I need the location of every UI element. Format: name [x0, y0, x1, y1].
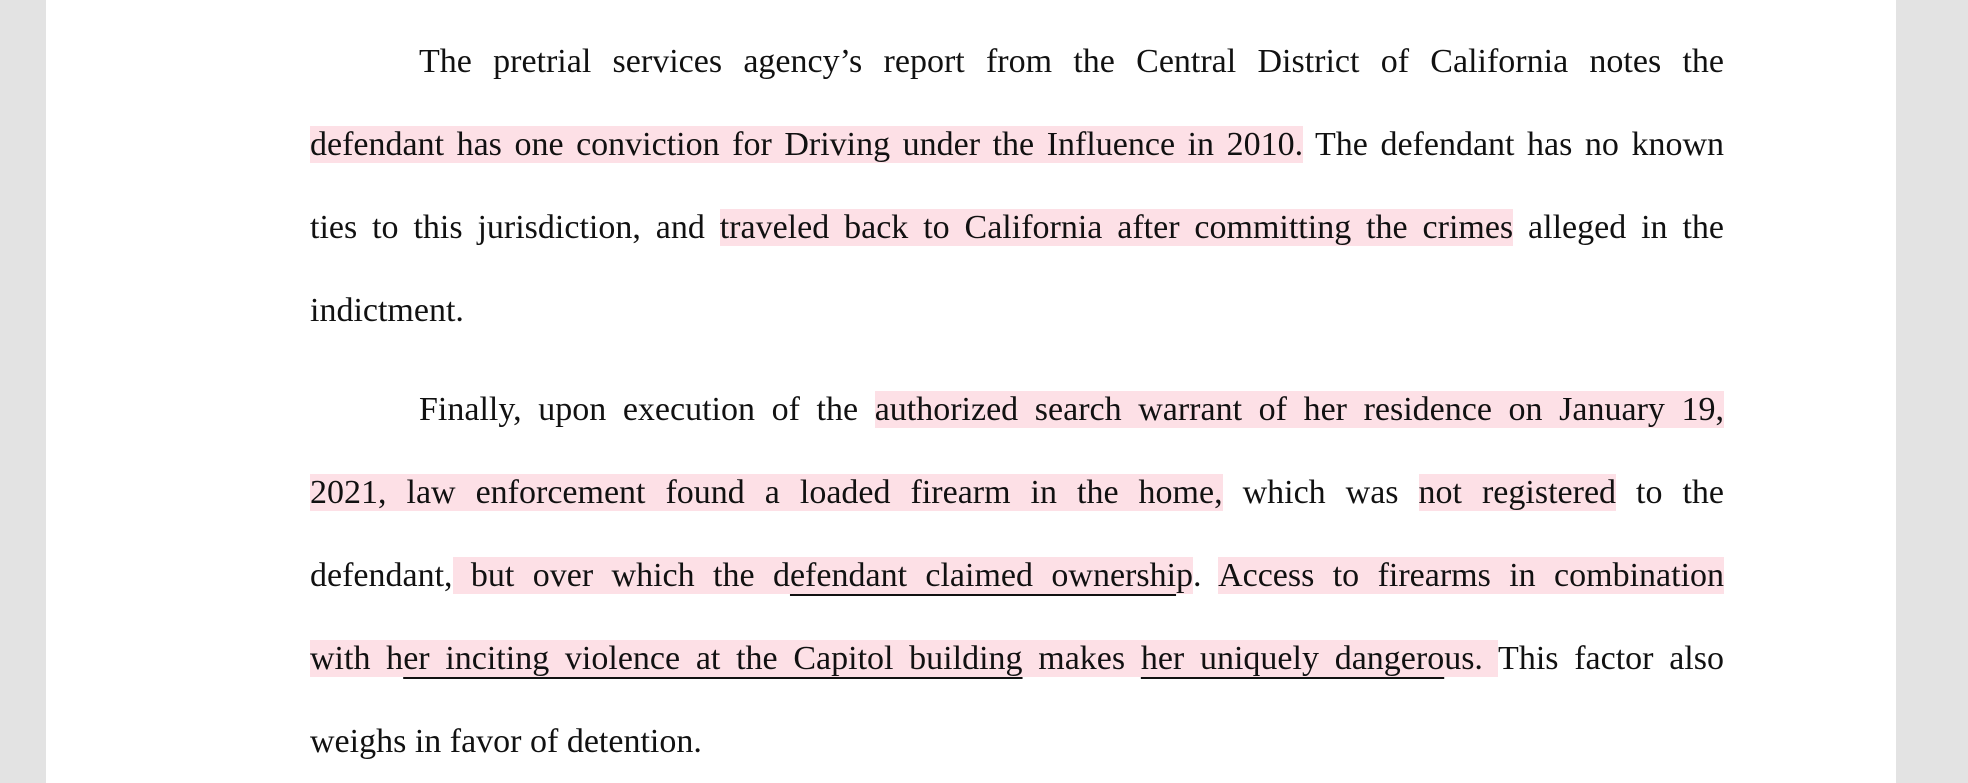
- highlighted-text: traveled back to California after committing the crimes: [719, 209, 1514, 246]
- highlighted-text: not registered: [1418, 474, 1617, 511]
- highlighted-text: 2021, law enforcement found a loaded firearm in the home,: [310, 474, 1223, 511]
- underlined-highlighted-text: efendant claimed ownershi: [789, 557, 1177, 594]
- text-segment: The pretrial services agency’s report from the Central District of California notes the: [419, 43, 1724, 80]
- highlighted-text: us.: [1444, 640, 1499, 677]
- text-segment: to the: [1616, 474, 1725, 511]
- text-segment: which was: [1222, 474, 1419, 511]
- text-segment: .: [1193, 557, 1219, 594]
- paragraph-1-line-1: [310, 33, 1724, 91]
- text-segment: This factor also: [1498, 640, 1724, 677]
- text-segment: indictment.: [310, 292, 464, 329]
- highlighted-text: with h: [310, 640, 404, 677]
- underlined-highlighted-text: her uniquely dangero: [1140, 640, 1445, 677]
- paragraph-1-line-2: [310, 116, 1724, 174]
- text-segment: Finally, upon execution of the: [419, 391, 875, 428]
- highlighted-text: Access to firearms in combination: [1218, 557, 1725, 594]
- highlighted-text: defendant has one conviction for Driving under the Influence in 2010.: [310, 126, 1304, 163]
- paragraph-2-line-5: [310, 713, 1724, 771]
- text-segment: weighs in favor of detention.: [310, 723, 702, 760]
- underlined-highlighted-text: er inciting violence at the Capitol building: [403, 640, 1023, 677]
- paragraph-2-line-1: [310, 381, 1724, 439]
- paragraph-1-line-4: [310, 282, 1724, 340]
- highlighted-text: makes: [1022, 640, 1141, 677]
- paragraph-1-line-3: [310, 199, 1724, 257]
- text-segment: defendant,: [310, 557, 453, 594]
- paragraph-2-line-2: [310, 464, 1724, 522]
- highlighted-text: but over which the d: [452, 557, 790, 594]
- text-segment: ties to this jurisdiction, and: [310, 209, 720, 246]
- paragraph-2-line-3: [310, 547, 1724, 605]
- text-segment: alleged in the: [1513, 209, 1724, 246]
- text-segment: The defendant has no known: [1303, 126, 1724, 163]
- document-page: [46, 0, 1896, 783]
- highlighted-text: authorized search warrant of her residence on January 19,: [874, 391, 1724, 428]
- highlighted-text: p: [1176, 557, 1194, 594]
- paragraph-2-line-4: [310, 630, 1724, 688]
